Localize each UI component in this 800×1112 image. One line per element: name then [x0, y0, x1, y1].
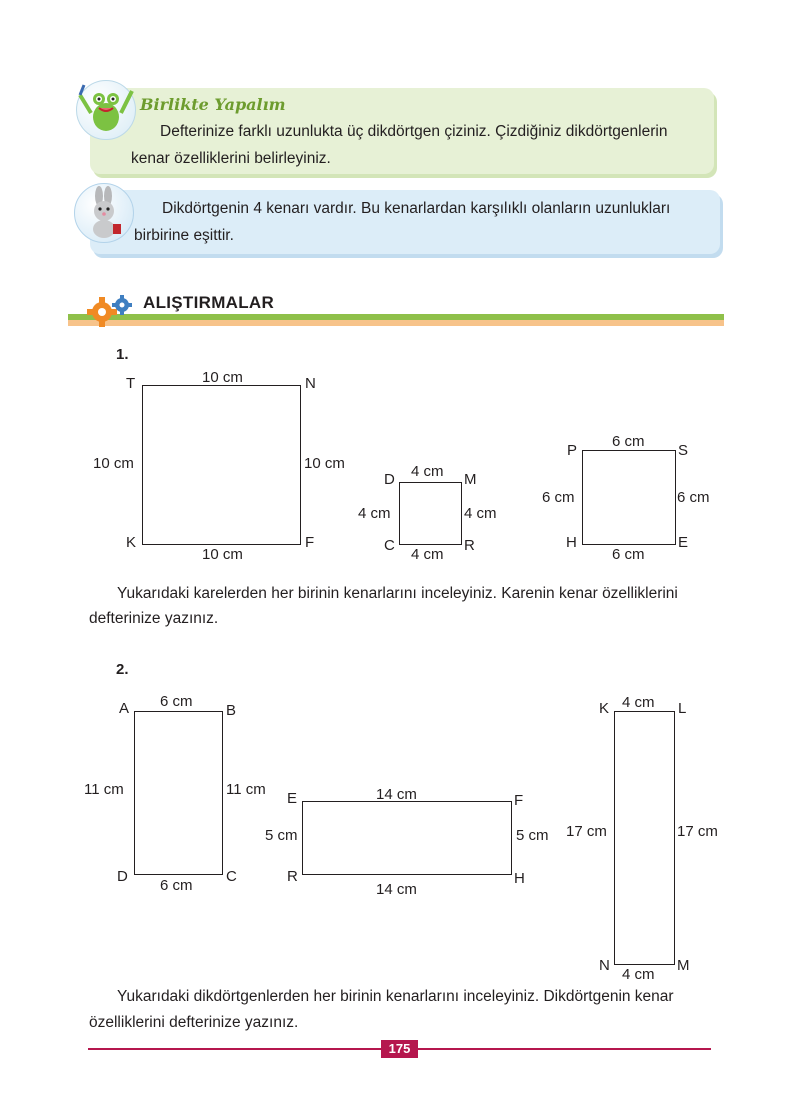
vertex-h: H — [566, 534, 577, 551]
gear-icon — [86, 294, 136, 333]
vertex-s: S — [678, 442, 689, 459]
side-length-right: 6 cm — [677, 489, 710, 506]
side-length-right: 10 cm — [304, 455, 345, 472]
vertex-e: E — [287, 790, 298, 807]
together-title: Birlikte Yapalım — [140, 95, 286, 114]
vertex-h: H — [514, 870, 525, 887]
exercise-2-number: 2. — [116, 661, 129, 678]
rectangle-efhr — [302, 801, 512, 875]
side-length-right: 17 cm — [677, 823, 718, 840]
side-length-bottom: 14 cm — [376, 881, 417, 898]
vertex-n: N — [305, 375, 316, 392]
side-length-left: 10 cm — [93, 455, 134, 472]
vertex-f: F — [514, 792, 524, 809]
vertex-e: E — [678, 534, 689, 551]
side-length-right: 5 cm — [516, 827, 549, 844]
vertex-f: F — [305, 534, 315, 551]
info-line-1: Dikdörtgenin 4 kenarı vardır. Bu kenarlardan karşılıklı olanların uzunlukları — [162, 200, 671, 217]
together-line-1: Defterinize farklı uzunlukta üç dikdörtgen çiziniz. Çizdiğiniz dikdörtgenlerin — [160, 123, 668, 140]
side-length-top: 6 cm — [160, 693, 193, 710]
side-length-top: 14 cm — [376, 786, 417, 803]
side-length-right: 11 cm — [226, 781, 266, 798]
rectangle-abcd — [134, 711, 223, 875]
side-length-bottom: 10 cm — [202, 546, 243, 563]
vertex-c: C — [384, 537, 395, 554]
vertex-a: A — [119, 700, 130, 717]
frog-mascot-icon — [76, 80, 136, 140]
side-length-top: 4 cm — [622, 694, 655, 711]
side-length-bottom: 6 cm — [612, 546, 645, 563]
exercise-2-text-1: Yukarıdaki dikdörtgenlerden her birinin kenarlarını inceleyiniz. Dikdörtgenin kenar — [117, 988, 674, 1005]
exercise-1-number: 1. — [116, 346, 129, 363]
side-length-left: 6 cm — [542, 489, 575, 506]
vertex-d: D — [384, 471, 395, 488]
side-length-top: 10 cm — [202, 369, 243, 386]
together-line-2: kenar özelliklerini belirleyiniz. — [131, 150, 331, 167]
exercise-1-text-2: defterinize yazınız. — [89, 610, 219, 627]
rectangle-klmn — [614, 711, 675, 965]
vertex-k: K — [599, 700, 610, 717]
exercise-2-text-2: özelliklerini defterinize yazınız. — [89, 1014, 299, 1031]
vertex-c: C — [226, 868, 237, 885]
info-line-2: birbirine eşittir. — [134, 227, 234, 244]
rabbit-mascot-icon — [74, 183, 134, 243]
side-length-bottom: 4 cm — [622, 966, 655, 983]
vertex-l: L — [678, 700, 687, 717]
square-dmrc — [399, 482, 462, 545]
vertex-n: N — [599, 957, 610, 974]
side-length-top: 6 cm — [612, 433, 645, 450]
square-pseh — [582, 450, 676, 545]
vertex-m: M — [464, 471, 477, 488]
section-title: ALIŞTIRMALAR — [143, 293, 275, 312]
section-bar-orange — [68, 320, 724, 326]
side-length-right: 4 cm — [464, 505, 497, 522]
vertex-m: M — [677, 957, 690, 974]
side-length-left: 5 cm — [265, 827, 298, 844]
vertex-p: P — [567, 442, 578, 459]
page-number: 175 — [381, 1040, 418, 1058]
side-length-top: 4 cm — [411, 463, 444, 480]
side-length-left: 17 cm — [566, 823, 607, 840]
vertex-d: D — [117, 868, 128, 885]
exercise-1-text-1: Yukarıdaki karelerden her birinin kenarlarını inceleyiniz. Karenin kenar özelliklerini — [117, 585, 678, 602]
vertex-r: R — [464, 537, 475, 554]
vertex-b: B — [226, 702, 237, 719]
vertex-k: K — [126, 534, 137, 551]
side-length-left: 11 cm — [84, 781, 124, 798]
side-length-bottom: 6 cm — [160, 877, 193, 894]
square-tnfk — [142, 385, 301, 545]
vertex-t: T — [126, 375, 136, 392]
side-length-bottom: 4 cm — [411, 546, 444, 563]
vertex-r: R — [287, 868, 298, 885]
side-length-left: 4 cm — [358, 505, 391, 522]
